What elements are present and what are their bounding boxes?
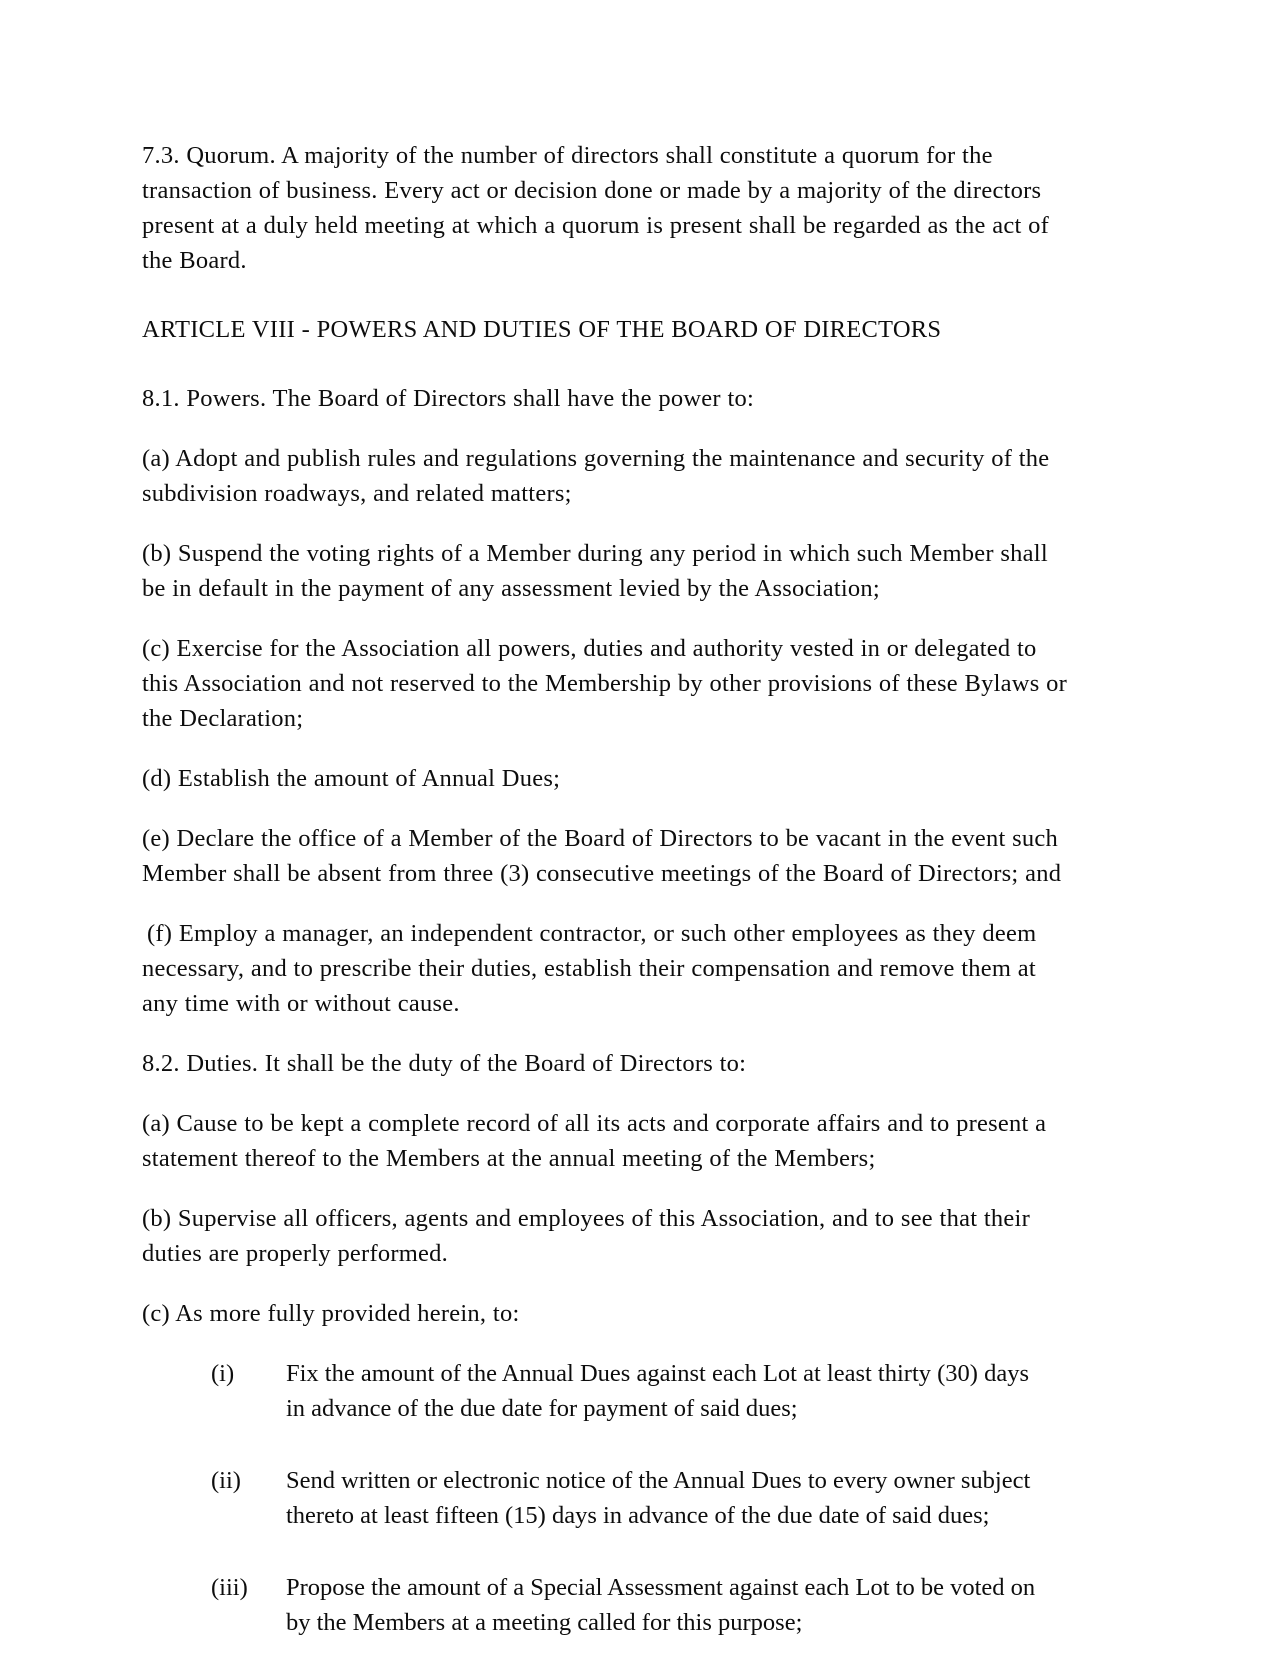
duties-subitem-list [142, 1356, 1072, 1640]
list-item-text: Send written or electronic notice of the Annual Dues to every owner subject thereto at least fifteen (15) days in advance of the due date of said dues; [286, 1467, 1031, 1529]
powers-item-f: (f) Employ a manager, an independent contractor, or such other employees as they deem necessary, and to prescribe their duties, establish their compensation and remove them at any time with or without cause. [142, 920, 1037, 1017]
powers-item-c: (c) Exercise for the Association all powers, duties and authority vested in or delegated to this Association and not reserved to the Membership by other provisions of these Bylaws or the Declaration; [142, 635, 1068, 732]
powers-item-e: (e) Declare the office of a Member of the Board of Directors to be vacant in the event such Member shall be absent from three (3) consecutive meetings of the Board of Directors; and [142, 825, 1062, 887]
list-item-marker: (i) [211, 1360, 235, 1387]
list-item-marker: (ii) [211, 1467, 241, 1494]
list-item-text: Fix the amount of the Annual Dues against each Lot at least thirty (30) days in advance of the due date for payment of said dues; [286, 1360, 1029, 1422]
list-item [142, 1570, 1072, 1640]
duties-item-b: (b) Supervise all officers, agents and employees of this Association, and to see that their duties are properly performed. [142, 1205, 1030, 1267]
section-8-2-duties-intro: 8.2. Duties. It shall be the duty of the Board of Directors to: [142, 1050, 747, 1077]
list-item [142, 1356, 1072, 1426]
powers-item-d: (d) Establish the amount of Annual Dues; [142, 765, 561, 792]
section-7-3-quorum: 7.3. Quorum. A majority of the number of directors shall constitute a quorum for the transaction of business. Every act or decision done or made by a majority of the directors present at a duly held meeting at which a quorum is present shall be regarded as the act of the Board. [142, 142, 1050, 274]
article-viii-heading: ARTICLE VIII - POWERS AND DUTIES OF THE BOARD OF DIRECTORS [142, 316, 942, 343]
section-8-1-powers-intro: 8.1. Powers. The Board of Directors shall have the power to: [142, 385, 755, 412]
list-item [142, 1463, 1072, 1533]
duties-item-c: (c) As more fully provided herein, to: [142, 1300, 520, 1327]
powers-item-a: (a) Adopt and publish rules and regulations governing the maintenance and security of the subdivision roadways, and related matters; [142, 445, 1050, 507]
list-item-marker: (iii) [211, 1574, 248, 1601]
list-item-text: Propose the amount of a Special Assessment against each Lot to be voted on by the Members at a meeting called for this purpose; [286, 1574, 1036, 1636]
text-column [142, 138, 1072, 1656]
duties-item-a: (a) Cause to be kept a complete record of all its acts and corporate affairs and to present a statement thereof to the Members at the annual meeting of the Members; [142, 1110, 1047, 1172]
powers-item-b: (b) Suspend the voting rights of a Member during any period in which such Member shall be in default in the payment of any assessment levied by the Association; [142, 540, 1048, 602]
